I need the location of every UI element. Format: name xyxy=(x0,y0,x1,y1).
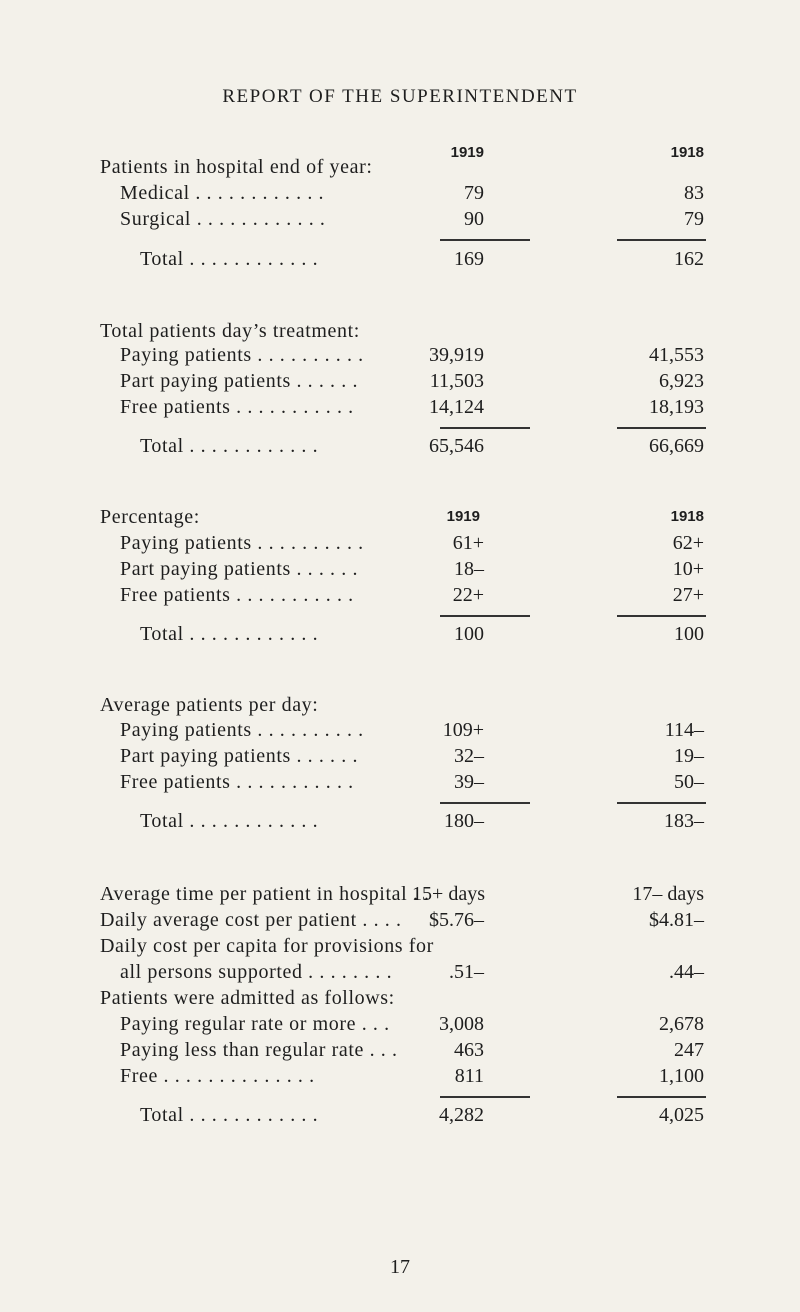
value-1919: 3,008 xyxy=(439,1013,484,1035)
value-1918: 114– xyxy=(664,719,704,741)
total-1919: 65,546 xyxy=(429,435,484,457)
row-label: Free patients . . . . . . . . . . . xyxy=(120,584,354,606)
section-heading xyxy=(0,985,800,1011)
total-1918: 162 xyxy=(674,248,704,270)
total-label: Total . . . . . . . . . . . . xyxy=(140,248,319,270)
row-label: Paying regular rate or more . . . xyxy=(120,1013,390,1035)
total-1919: 169 xyxy=(454,248,484,270)
total-row xyxy=(0,246,800,272)
total-row xyxy=(0,1102,800,1128)
row-label: Part paying patients . . . . . . xyxy=(120,558,359,580)
table-row xyxy=(0,769,800,795)
year-1918: 1918 xyxy=(670,144,704,161)
total-1919: 4,282 xyxy=(439,1104,484,1126)
table-row xyxy=(0,743,800,769)
value-1918: 17– days xyxy=(632,883,704,905)
value-1919: 463 xyxy=(454,1039,484,1061)
table-row xyxy=(0,933,800,959)
row-label: Free patients . . . . . . . . . . . xyxy=(120,396,354,418)
average-heading: Average patients per day: xyxy=(100,694,319,716)
value-1918: 18,193 xyxy=(649,396,704,418)
total-rule xyxy=(617,239,706,241)
total-1918: 100 xyxy=(674,623,704,645)
row-label: Surgical . . . . . . . . . . . . xyxy=(120,208,326,230)
total-label: Total . . . . . . . . . . . . xyxy=(140,435,319,457)
total-rule xyxy=(440,1096,530,1098)
total-1918: 66,669 xyxy=(649,435,704,457)
value-1919: 18– xyxy=(454,558,484,580)
total-rule xyxy=(617,427,706,429)
table-row xyxy=(0,717,800,743)
table-row xyxy=(0,206,800,232)
row-label: Paying less than regular rate . . . xyxy=(120,1039,398,1061)
value-1919: 811 xyxy=(454,1065,484,1087)
value-1918: 50– xyxy=(674,771,704,793)
value-1918: 19– xyxy=(674,745,704,767)
row-label: Medical . . . . . . . . . . . . xyxy=(120,182,325,204)
year-1919: 1919 xyxy=(450,144,484,161)
total-row xyxy=(0,621,800,647)
table-row xyxy=(0,881,800,907)
value-1919: 61+ xyxy=(452,532,484,554)
table-row xyxy=(0,394,800,420)
value-1919: $5.76– xyxy=(429,909,484,931)
value-1918: 10+ xyxy=(672,558,704,580)
value-1919: 15+ days xyxy=(412,883,485,905)
row-label: Paying patients . . . . . . . . . . xyxy=(120,532,364,554)
table-row xyxy=(0,342,800,368)
total-rule xyxy=(617,802,706,804)
value-1918: 79 xyxy=(684,208,704,230)
total-label: Total . . . . . . . . . . . . xyxy=(140,810,319,832)
total-label: Total . . . . . . . . . . . . xyxy=(140,623,319,645)
year-1918: 1918 xyxy=(670,508,704,525)
row-label: Part paying patients . . . . . . xyxy=(120,370,359,392)
percentage-heading: Percentage: xyxy=(100,506,200,528)
total-row xyxy=(0,433,800,459)
row-label: all persons supported . . . . . . . . xyxy=(120,961,393,983)
value-1919: 90 xyxy=(464,208,484,230)
row-label: Free patients . . . . . . . . . . . xyxy=(120,771,354,793)
value-1919: 109+ xyxy=(442,719,484,741)
table-row xyxy=(0,959,800,985)
table-row xyxy=(0,1037,800,1063)
total-rule xyxy=(617,615,706,617)
value-1919: 39,919 xyxy=(429,344,484,366)
section-heading xyxy=(0,692,800,718)
section-heading xyxy=(0,318,800,344)
total-1919: 100 xyxy=(454,623,484,645)
table-row xyxy=(0,530,800,556)
value-1918: 41,553 xyxy=(649,344,704,366)
table-row xyxy=(0,907,800,933)
treatment-heading: Total patients day’s treatment: xyxy=(100,320,360,342)
value-1919: 22+ xyxy=(452,584,484,606)
value-1919: 11,503 xyxy=(429,370,484,392)
in-hospital-heading: Patients in hospital end of year: xyxy=(100,156,373,178)
value-1918: 2,678 xyxy=(659,1013,704,1035)
total-rule xyxy=(440,427,530,429)
total-rule xyxy=(440,615,530,617)
total-rule xyxy=(617,1096,706,1098)
row-label: Daily average cost per patient . . . . xyxy=(100,909,402,931)
value-1919: 79 xyxy=(464,182,484,204)
value-1918: 83 xyxy=(684,182,704,204)
value-1919: 14,124 xyxy=(429,396,484,418)
value-1919: .51– xyxy=(449,961,484,983)
row-label: Daily cost per capita for provisions for xyxy=(100,935,434,957)
value-1918: 62+ xyxy=(672,532,704,554)
value-1918: 1,100 xyxy=(659,1065,704,1087)
table-row xyxy=(0,556,800,582)
total-rule xyxy=(440,802,530,804)
total-1918: 183– xyxy=(664,810,704,832)
row-label: Paying patients . . . . . . . . . . xyxy=(120,719,364,741)
value-1918: 6,923 xyxy=(659,370,704,392)
total-1919: 180– xyxy=(444,810,484,832)
row-label: Free . . . . . . . . . . . . . . xyxy=(120,1065,315,1087)
total-1918: 4,025 xyxy=(659,1104,704,1126)
section-heading xyxy=(0,504,800,530)
value-1919: 32– xyxy=(454,745,484,767)
section-heading xyxy=(0,154,800,180)
value-1918: 27+ xyxy=(672,584,704,606)
row-label: Paying patients . . . . . . . . . . xyxy=(120,344,364,366)
value-1918: 247 xyxy=(674,1039,704,1061)
total-row xyxy=(0,808,800,834)
page-header: REPORT OF THE SUPERINTENDENT xyxy=(222,86,578,107)
total-label: Total . . . . . . . . . . . . xyxy=(140,1104,319,1126)
year-1919: 1919 xyxy=(446,508,480,525)
admitted-heading: Patients were admitted as follows: xyxy=(100,987,395,1009)
table-row xyxy=(0,582,800,608)
table-row xyxy=(0,1011,800,1037)
value-1918: .44– xyxy=(669,961,704,983)
table-row xyxy=(0,1063,800,1089)
value-1919: 39– xyxy=(454,771,484,793)
value-1918: $4.81– xyxy=(649,909,704,931)
row-label: Part paying patients . . . . . . xyxy=(120,745,359,767)
table-row xyxy=(0,368,800,394)
total-rule xyxy=(440,239,530,241)
page-number: 17 xyxy=(390,1256,410,1278)
row-label: Average time per patient in hospital . . xyxy=(100,883,430,905)
table-row xyxy=(0,180,800,206)
